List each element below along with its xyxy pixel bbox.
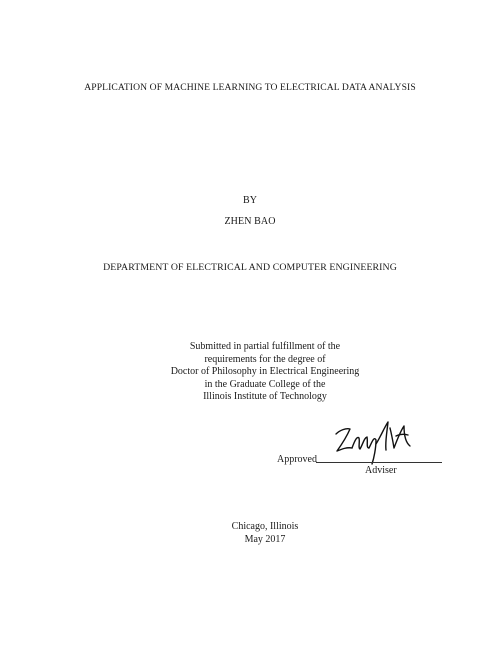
thesis-title: APPLICATION OF MACHINE LEARNING TO ELECTRICAL DATA ANALYSIS (84, 82, 416, 93)
signature-line (316, 462, 442, 463)
place-and-date (0, 521, 500, 546)
date: May 2017 (244, 533, 286, 545)
author-name: ZHEN BAO (224, 216, 276, 227)
submission-line: in the Graduate College of the (204, 378, 326, 390)
handwritten-signature (330, 418, 416, 466)
submission-statement (0, 341, 500, 404)
submission-line: Illinois Institute of Technology (203, 391, 327, 402)
adviser-label: Adviser (365, 465, 397, 476)
place: Chicago, Illinois (231, 521, 299, 532)
by-label: BY (242, 195, 258, 206)
submission-line: Doctor of Philosophy in Electrical Engineering (170, 366, 360, 377)
submission-line: Submitted in partial fulfillment of the (189, 341, 341, 352)
approved-label: Approved (277, 454, 317, 465)
department-name: DEPARTMENT OF ELECTRICAL AND COMPUTER ENGINEERING (103, 262, 397, 273)
submission-line: requirements for the degree of (204, 353, 326, 365)
